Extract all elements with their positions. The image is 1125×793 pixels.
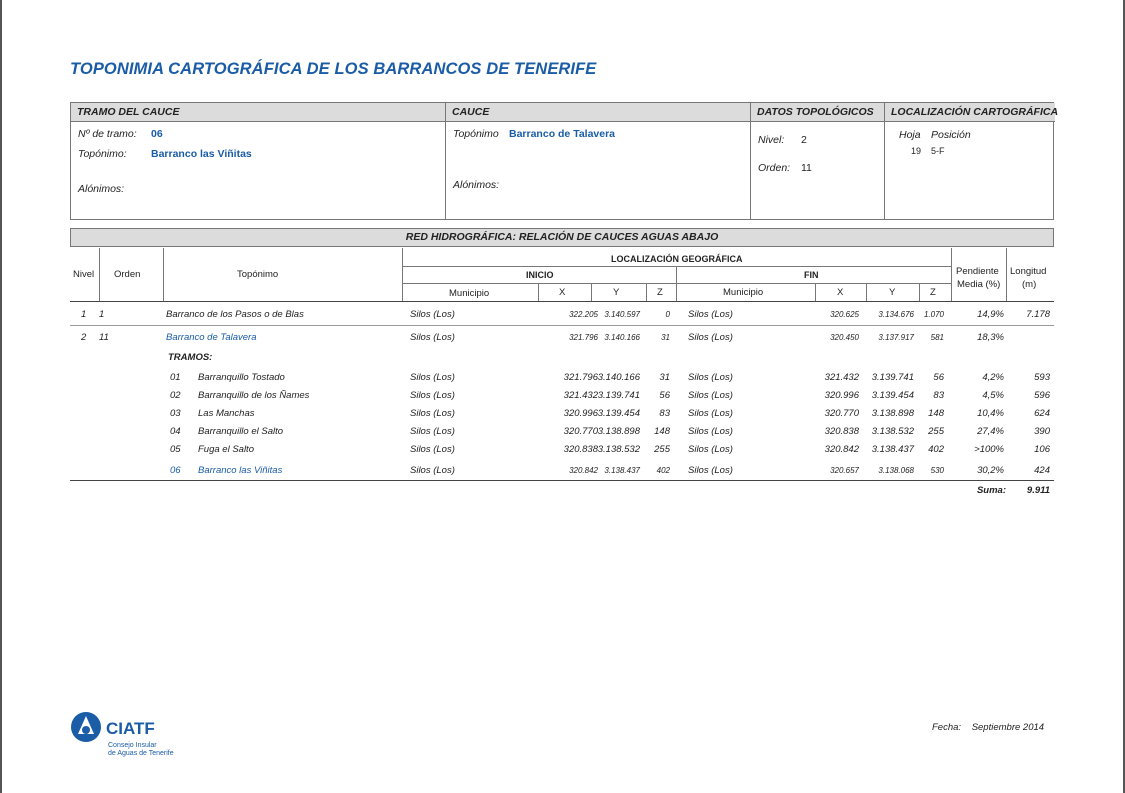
cell-y-inicio: 3.140.597 xyxy=(604,310,640,319)
cell-pendiente: 27,4% xyxy=(977,426,1004,437)
cauce-section xyxy=(446,103,751,219)
col-pendiente-1: Pendiente xyxy=(956,266,999,277)
col-pendiente-2: Media (%) xyxy=(957,279,1001,290)
cell-x-inicio: 321.796 xyxy=(569,333,598,342)
cell-longitud: 624 xyxy=(1034,408,1050,419)
suma-label: Suma: xyxy=(976,485,1006,496)
cell-longitud: 7.178 xyxy=(1026,309,1050,320)
cell-z-inicio: 31 xyxy=(659,372,670,383)
cell-z-inicio: 0 xyxy=(665,310,670,319)
cell-x-inicio: 320.770 xyxy=(563,426,598,437)
cell-y-fin: 3.138.068 xyxy=(878,466,914,475)
cell-y-fin: 3.134.676 xyxy=(878,310,914,319)
logo-text: CIATF xyxy=(106,719,155,738)
cell-tramo-name: Fuga el Salto xyxy=(198,444,254,455)
tramo-toponimo-value: Barranco las Viñitas xyxy=(151,148,252,160)
cell-z-fin: 1.070 xyxy=(923,310,944,319)
tramo-row xyxy=(70,426,1054,442)
nivel-value: 2 xyxy=(801,134,807,146)
cell-z-fin: 402 xyxy=(928,444,944,455)
cell-tramo-num: 05 xyxy=(170,444,181,455)
tramo-row xyxy=(70,408,1054,424)
page-title: TOPONIMIA CARTOGRÁFICA DE LOS BARRANCOS DE TENERIFE xyxy=(70,60,597,78)
cell-pendiente: >100% xyxy=(974,444,1004,455)
col-z-inicio: Z xyxy=(657,287,663,298)
cell-y-fin: 3.138.532 xyxy=(871,426,914,437)
cell-tramo-num: 06 xyxy=(170,465,181,476)
cell-municipio-inicio: Silos (Los) xyxy=(410,309,455,320)
cell-toponimo: Barranco de Talavera xyxy=(166,332,257,343)
cell-x-inicio: 321.432 xyxy=(563,390,598,401)
divider xyxy=(402,248,403,301)
cell-x-fin: 321.432 xyxy=(824,372,859,383)
cell-municipio-fin: Silos (Los) xyxy=(688,332,733,343)
cell-municipio-fin: Silos (Los) xyxy=(688,408,733,419)
col-municipio-fin: Municipio xyxy=(723,287,764,298)
fecha xyxy=(932,722,1044,733)
cell-toponimo: Barranco de los Pasos o de Blas xyxy=(166,309,304,320)
nivel-label: Nivel: xyxy=(758,134,785,146)
logo-subtitle xyxy=(108,742,174,758)
cell-x-inicio: 320.842 xyxy=(569,466,598,475)
cell-z-fin: 530 xyxy=(930,466,944,475)
cell-x-inicio: 320.838 xyxy=(563,444,598,455)
cell-municipio-fin: Silos (Los) xyxy=(688,426,733,437)
divider xyxy=(163,248,164,301)
cell-x-inicio: 321.796 xyxy=(563,372,598,383)
logo-sub-line-2: de Aguas de Tenerife xyxy=(108,750,174,757)
cell-orden: 1 xyxy=(99,309,105,320)
datos-section xyxy=(751,103,885,219)
cell-y-fin: 3.139.741 xyxy=(871,372,914,383)
cell-tramo-num: 01 xyxy=(170,372,181,383)
col-localizacion: LOCALIZACIÓN GEOGRÁFICA xyxy=(611,254,743,264)
cell-x-inicio: 320.996 xyxy=(563,408,598,419)
cell-z-inicio: 148 xyxy=(654,426,670,437)
cell-tramo-num: 03 xyxy=(170,408,181,419)
cell-tramo-name: Barranquillo de los Ñames xyxy=(198,390,310,401)
cell-x-fin: 320.625 xyxy=(830,310,859,319)
cell-z-fin: 83 xyxy=(933,390,944,401)
divider xyxy=(70,325,1054,326)
cell-x-fin: 320.996 xyxy=(824,390,859,401)
cell-z-inicio: 83 xyxy=(659,408,670,419)
cell-y-inicio: 3.139.741 xyxy=(597,390,640,401)
cell-z-inicio: 31 xyxy=(661,333,670,342)
cell-x-inicio: 322.205 xyxy=(569,310,598,319)
cell-pendiente: 30,2% xyxy=(977,465,1004,476)
divider xyxy=(591,283,592,301)
suma-value: 9.911 xyxy=(1026,485,1050,496)
cell-nivel: 2 xyxy=(81,332,87,343)
cell-z-inicio: 402 xyxy=(656,466,670,475)
tramo-row xyxy=(70,390,1054,406)
cell-y-fin: 3.137.917 xyxy=(878,333,914,342)
tramo-row-current xyxy=(70,465,1054,481)
cell-municipio-fin: Silos (Los) xyxy=(688,390,733,401)
cell-x-fin: 320.770 xyxy=(824,408,859,419)
hoja-value: 19 xyxy=(911,146,922,156)
table-row xyxy=(70,332,1054,348)
tramo-row xyxy=(70,444,1054,460)
cell-z-fin: 56 xyxy=(933,372,944,383)
cell-z-inicio: 56 xyxy=(659,390,670,401)
cauce-toponimo-label: Topónimo xyxy=(453,128,499,140)
col-municipio-inicio: Municipio xyxy=(449,288,490,299)
cell-municipio-fin: Silos (Los) xyxy=(688,372,733,383)
col-inicio: INICIO xyxy=(526,270,554,280)
cell-municipio-inicio: Silos (Los) xyxy=(410,390,455,401)
cell-municipio-fin: Silos (Los) xyxy=(688,465,733,476)
drop-logo-icon xyxy=(70,710,104,744)
tramo-row xyxy=(70,372,1054,388)
cauce-alonimos-label: Alónimos: xyxy=(453,179,500,191)
col-nivel: Nivel xyxy=(73,269,95,280)
divider xyxy=(70,301,1054,302)
divider xyxy=(1006,248,1007,301)
cell-municipio-fin: Silos (Los) xyxy=(688,444,733,455)
tramo-alonimos-label: Alónimos: xyxy=(78,183,125,195)
tramos-label: TRAMOS: xyxy=(168,352,213,363)
cell-tramo-name: Barranquillo Tostado xyxy=(198,372,285,383)
divider xyxy=(919,283,920,301)
col-longitud-2: (m) xyxy=(1022,279,1037,290)
divider xyxy=(815,283,816,301)
divider xyxy=(646,283,647,301)
localizacion-section xyxy=(885,103,1059,219)
cell-y-inicio: 3.139.454 xyxy=(597,408,640,419)
cell-pendiente: 4,5% xyxy=(982,390,1004,401)
cell-municipio-fin: Silos (Los) xyxy=(688,309,733,320)
network-title: RED HIDROGRÁFICA: RELACIÓN DE CAUCES AGUAS ABAJO xyxy=(70,228,1054,247)
cell-x-fin: 320.842 xyxy=(824,444,859,455)
cell-municipio-inicio: Silos (Los) xyxy=(410,444,455,455)
fecha-label: Fecha: xyxy=(932,722,962,733)
cell-longitud: 106 xyxy=(1034,444,1050,455)
orden-value: 11 xyxy=(801,162,812,174)
fecha-value: Septiembre 2014 xyxy=(971,722,1045,733)
cell-y-fin: 3.139.454 xyxy=(871,390,914,401)
col-orden: Orden xyxy=(114,269,141,280)
tramos-label-row xyxy=(70,352,1054,368)
cell-y-fin: 3.138.898 xyxy=(871,408,914,419)
divider xyxy=(538,283,539,301)
tramo-toponimo-label: Topónimo: xyxy=(78,148,127,160)
cell-x-fin: 320.838 xyxy=(824,426,859,437)
col-fin: FIN xyxy=(804,270,819,280)
cell-y-inicio: 3.138.532 xyxy=(597,444,640,455)
cell-tramo-num: 04 xyxy=(170,426,181,437)
cell-tramo-name: Barranco las Viñitas xyxy=(198,465,283,476)
divider xyxy=(866,283,867,301)
cell-y-inicio: 3.140.166 xyxy=(597,372,640,383)
cell-municipio-inicio: Silos (Los) xyxy=(410,465,455,476)
cell-z-fin: 148 xyxy=(928,408,944,419)
cell-longitud: 596 xyxy=(1034,390,1050,401)
datos-heading: DATOS TOPOLÓGICOS xyxy=(751,103,884,122)
col-z-fin: Z xyxy=(930,287,936,298)
tramo-section xyxy=(71,103,446,219)
cell-longitud: 424 xyxy=(1034,465,1050,476)
cell-longitud: 593 xyxy=(1034,372,1050,383)
cell-pendiente: 4,2% xyxy=(982,372,1004,383)
cell-municipio-inicio: Silos (Los) xyxy=(410,332,455,343)
cell-tramo-name: Barranquillo el Salto xyxy=(198,426,284,437)
col-x-inicio: X xyxy=(559,287,566,298)
cell-y-fin: 3.138.437 xyxy=(871,444,914,455)
cell-municipio-inicio: Silos (Los) xyxy=(410,426,455,437)
cell-z-fin: 581 xyxy=(930,333,944,342)
cell-tramo-name: Las Manchas xyxy=(198,408,255,419)
cell-z-fin: 255 xyxy=(928,426,944,437)
divider xyxy=(951,248,952,301)
cell-pendiente: 14,9% xyxy=(977,309,1004,320)
header-box xyxy=(70,102,1059,220)
tramo-num-label: Nº de tramo: xyxy=(78,128,137,140)
table-row xyxy=(70,309,1054,325)
cauce-toponimo-value: Barranco de Talavera xyxy=(509,128,616,140)
cell-z-inicio: 255 xyxy=(654,444,670,455)
divider xyxy=(70,480,1054,481)
cell-y-inicio: 3.138.437 xyxy=(604,466,640,475)
posicion-value: 5-F xyxy=(931,146,945,156)
cell-municipio-inicio: Silos (Los) xyxy=(410,372,455,383)
cell-y-inicio: 3.138.898 xyxy=(597,426,640,437)
tramo-heading: TRAMO DEL CAUCE xyxy=(71,103,445,122)
hoja-label: Hoja xyxy=(899,129,921,141)
cell-nivel: 1 xyxy=(81,309,87,320)
cell-pendiente: 10,4% xyxy=(977,408,1004,419)
col-y-inicio: Y xyxy=(613,287,620,298)
cell-orden: 11 xyxy=(99,332,109,343)
localizacion-heading: LOCALIZACIÓN CARTOGRÁFICA xyxy=(885,103,1055,122)
cell-pendiente: 18,3% xyxy=(977,332,1004,343)
cell-x-fin: 320.450 xyxy=(830,333,859,342)
divider xyxy=(99,248,100,301)
cell-x-fin: 320.657 xyxy=(830,466,859,475)
ciatf-logo xyxy=(70,710,174,757)
tramo-num-value: 06 xyxy=(151,128,163,140)
divider xyxy=(402,283,951,284)
cell-municipio-inicio: Silos (Los) xyxy=(410,408,455,419)
col-y-fin: Y xyxy=(889,287,896,298)
orden-label: Orden: xyxy=(758,162,791,174)
cell-tramo-num: 02 xyxy=(170,390,181,401)
posicion-label: Posición xyxy=(931,129,971,141)
cell-longitud: 390 xyxy=(1034,426,1050,437)
logo-sub-line-1: Consejo Insular xyxy=(108,742,157,749)
cauce-heading: CAUCE xyxy=(446,103,750,122)
suma-row xyxy=(70,485,1054,501)
cell-y-inicio: 3.140.166 xyxy=(604,333,640,342)
col-longitud-1: Longitud xyxy=(1010,266,1047,277)
col-toponimo: Topónimo xyxy=(237,269,279,280)
col-x-fin: X xyxy=(837,287,844,298)
